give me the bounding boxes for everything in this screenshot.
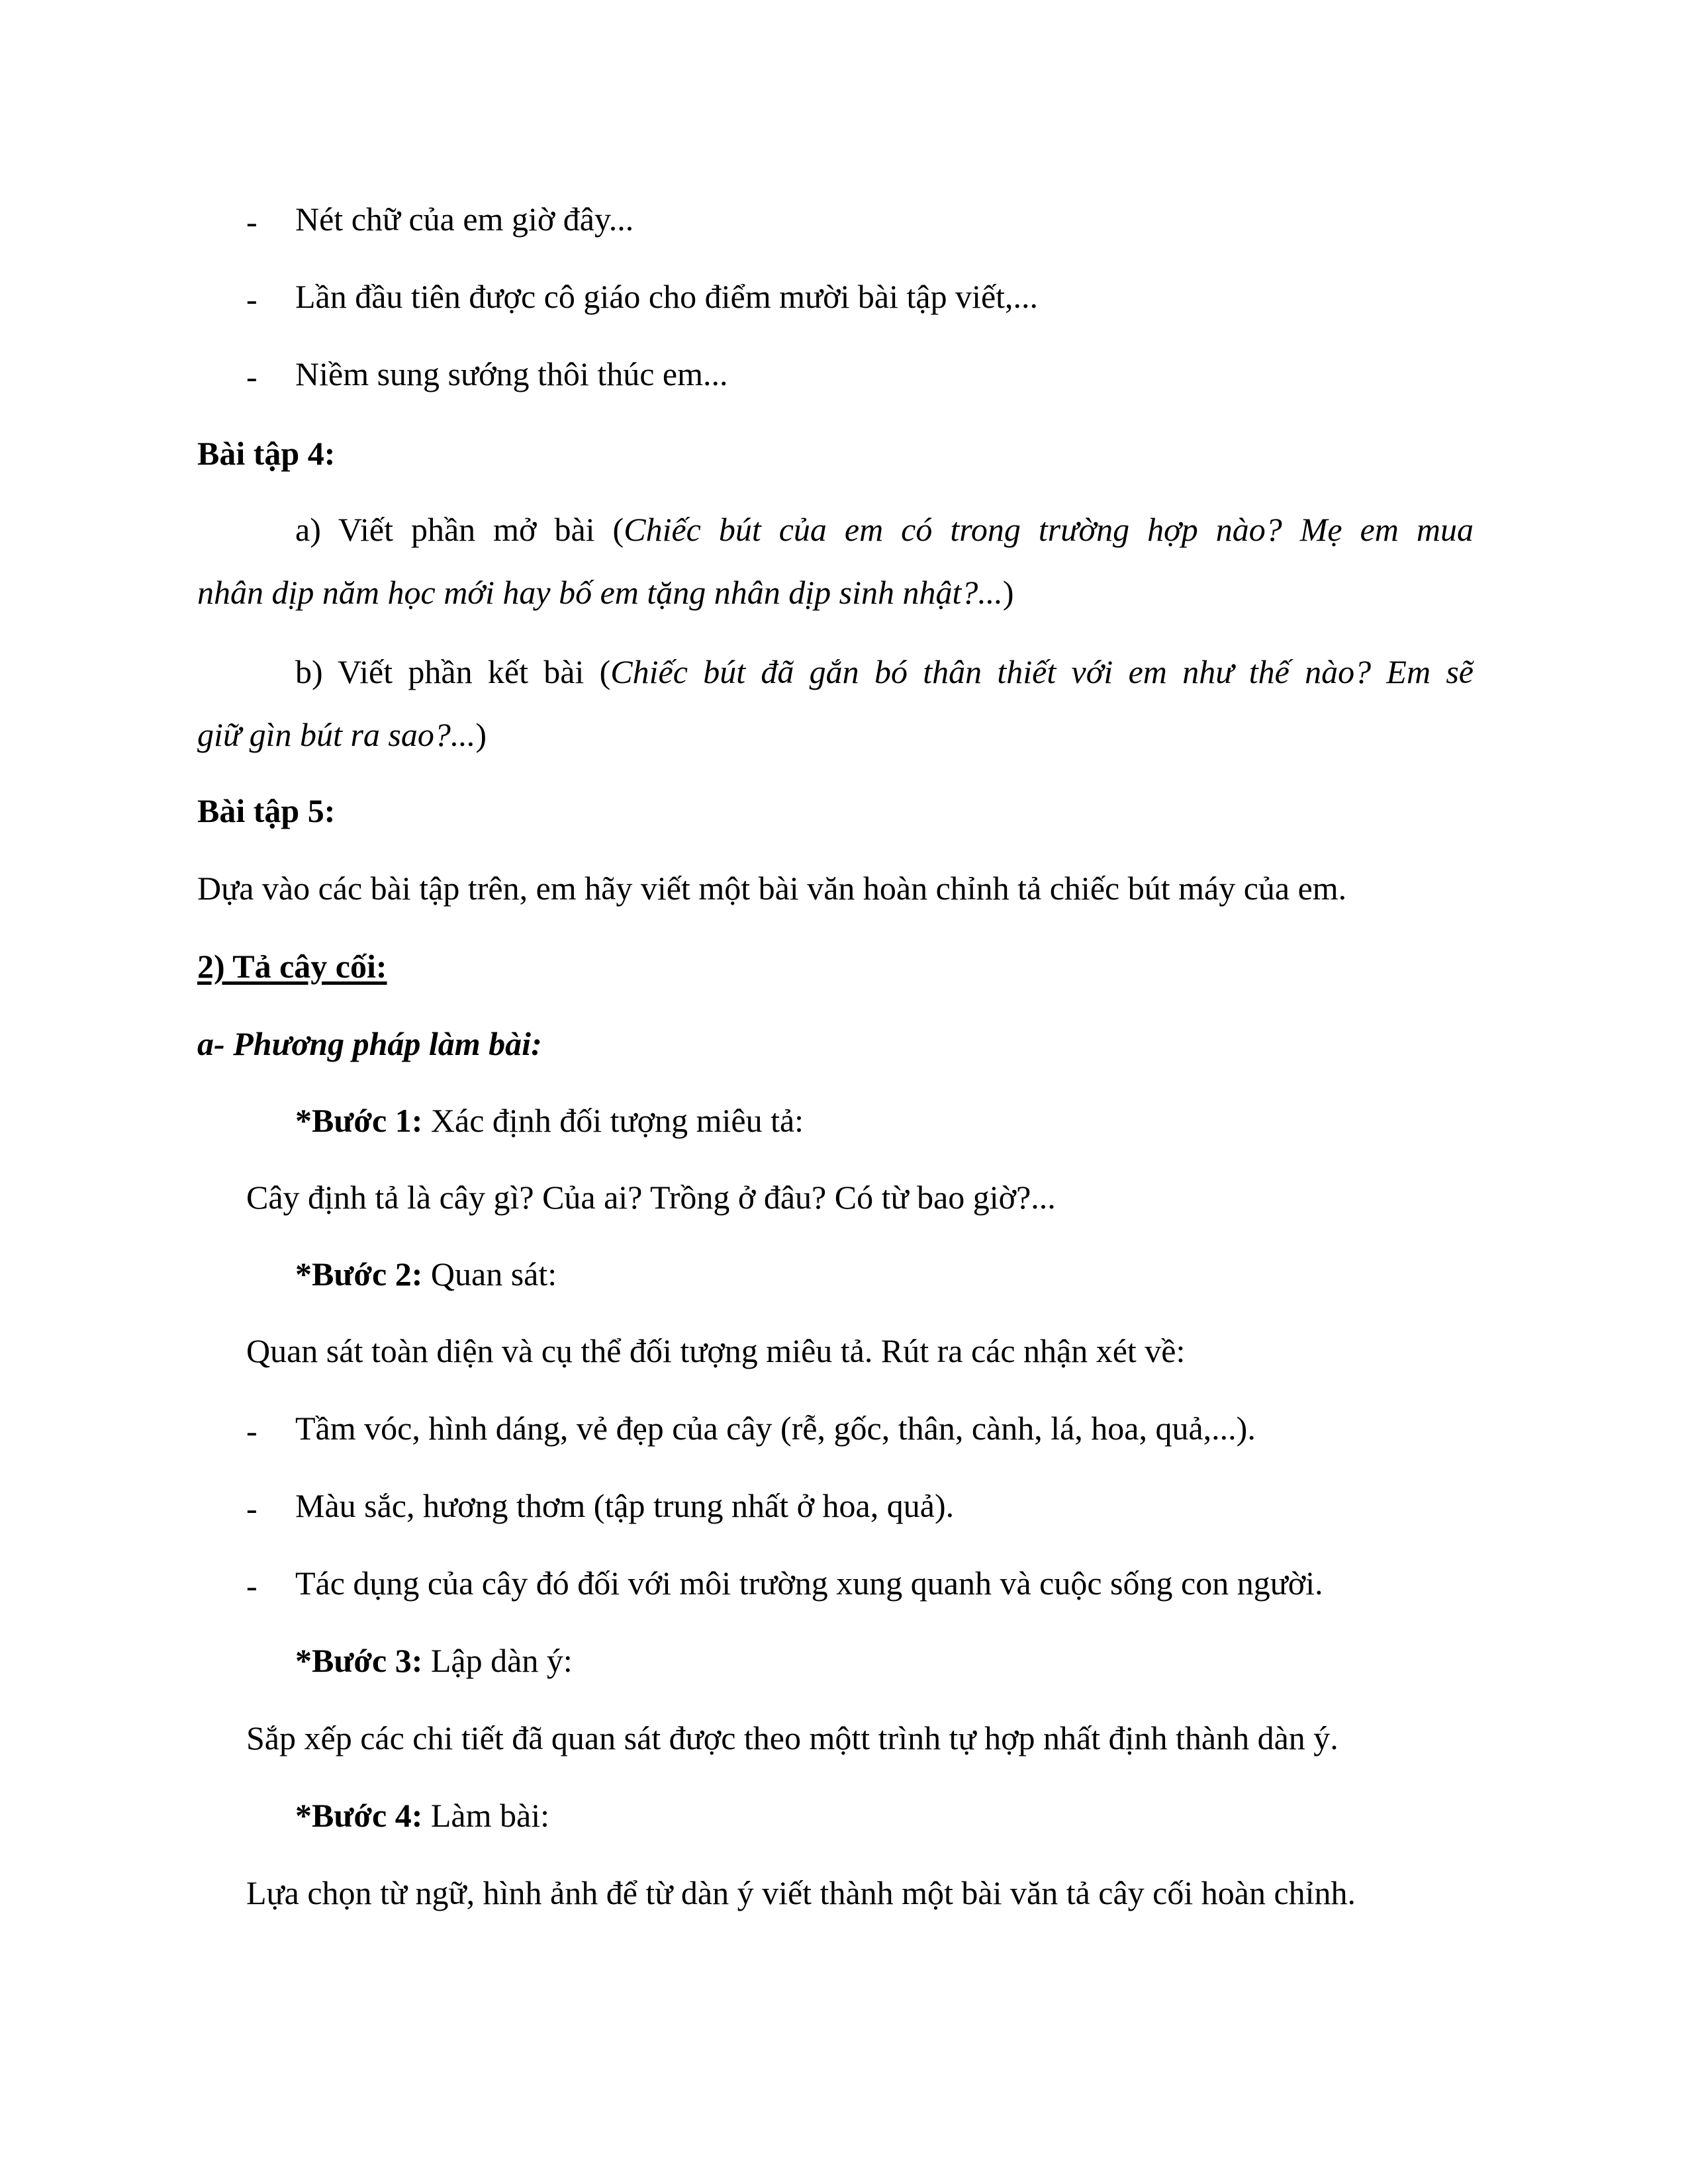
exercise-4b-italic-1: Chiếc bút đã gắn bó thân thiết với em như thế nào? Em sẽ	[610, 653, 1474, 690]
step-4-title: Làm bài:	[422, 1797, 549, 1834]
step-2-heading	[295, 1257, 557, 1291]
step-1-text: Cây định tả là cây gì? Của ai? Trồng ở đâu? Có từ bao giờ?...	[246, 1179, 1056, 1216]
exercise-4a-italic-1: Chiếc bút của em có trong trường hợp nào? Mẹ em mua	[624, 511, 1474, 548]
step-1-heading	[295, 1104, 804, 1137]
step-1-label: *Bước 1:	[295, 1102, 423, 1139]
step-3-label: *Bước 3:	[295, 1642, 423, 1679]
bullet-dash: -	[246, 1567, 258, 1604]
exercise-5-title: Bài tập 5:	[197, 792, 336, 829]
bullet-dash: -	[246, 358, 258, 395]
step-4-label: *Bước 4:	[295, 1797, 423, 1834]
bullet-text: Nét chữ của em giờ đây...	[295, 201, 634, 238]
section-heading: 2) Tả cây cối:	[197, 948, 387, 985]
exercise-4b-italic-2: giữ gìn bút ra sao?...	[197, 716, 476, 753]
bullet-text: Màu sắc, hương thơm (tập trung nhất ở hoa, quả).	[295, 1487, 955, 1524]
step-4-text: Lựa chọn từ ngữ, hình ảnh để từ dàn ý viết thành một bài văn tả cây cối hoàn chỉnh.	[246, 1874, 1356, 1911]
bullet-text: Niềm sung sướng thôi thúc em...	[295, 355, 728, 392]
step-4-heading	[295, 1799, 549, 1832]
bullet-text: Tầm vóc, hình dáng, vẻ đẹp của cây (rễ, gốc, thân, cành, lá, hoa, quả,...).	[295, 1410, 1256, 1447]
exercise-4a-suffix: )	[1002, 574, 1014, 611]
step-2-title: Quan sát:	[422, 1255, 557, 1293]
exercise-5-text: Dựa vào các bài tập trên, em hãy viết một bài văn hoàn chỉnh tả chiếc bút máy của em.	[197, 870, 1347, 907]
step-1-title: Xác định đối tượng miêu tả:	[422, 1102, 804, 1139]
step-2-text: Quan sát toàn diện và cụ thể đối tượng miêu tả. Rút ra các nhận xét về:	[246, 1332, 1186, 1369]
bullet-dash: -	[246, 1490, 258, 1527]
exercise-4b-line2	[197, 718, 487, 751]
bullet-dash: -	[246, 203, 258, 240]
step-3-title: Lập dàn ý:	[422, 1642, 573, 1679]
bullet-text: Lần đầu tiên được cô giáo cho điểm mười bài tập viết,...	[295, 278, 1039, 315]
exercise-4b-line1	[295, 655, 1474, 688]
exercise-4a-line1	[295, 513, 1474, 546]
step-2-label: *Bước 2:	[295, 1255, 423, 1293]
section-subheading: a- Phương pháp làm bài:	[197, 1025, 542, 1062]
step-3-heading	[295, 1644, 573, 1677]
exercise-4a-line2	[197, 576, 1014, 609]
exercise-4b-suffix: )	[475, 716, 487, 753]
exercise-4-title: Bài tập 4:	[197, 435, 336, 472]
bullet-dash: -	[246, 281, 258, 318]
exercise-4b-prefix: b) Viết phần kết bài (	[295, 653, 611, 690]
bullet-dash: -	[246, 1412, 258, 1449]
exercise-4a-italic-2: nhân dịp năm học mới hay bố em tặng nhân dịp sinh nhật?...	[197, 574, 1003, 611]
bullet-text: Tác dụng của cây đó đối với môi trường xung quanh và cuộc sống con người.	[295, 1565, 1323, 1602]
step-3-text: Sắp xếp các chi tiết đã quan sát được theo mộtt trình tự hợp nhất định thành dàn ý.	[246, 1719, 1338, 1756]
exercise-4a-prefix: a) Viết phần mở bài (	[295, 511, 624, 548]
